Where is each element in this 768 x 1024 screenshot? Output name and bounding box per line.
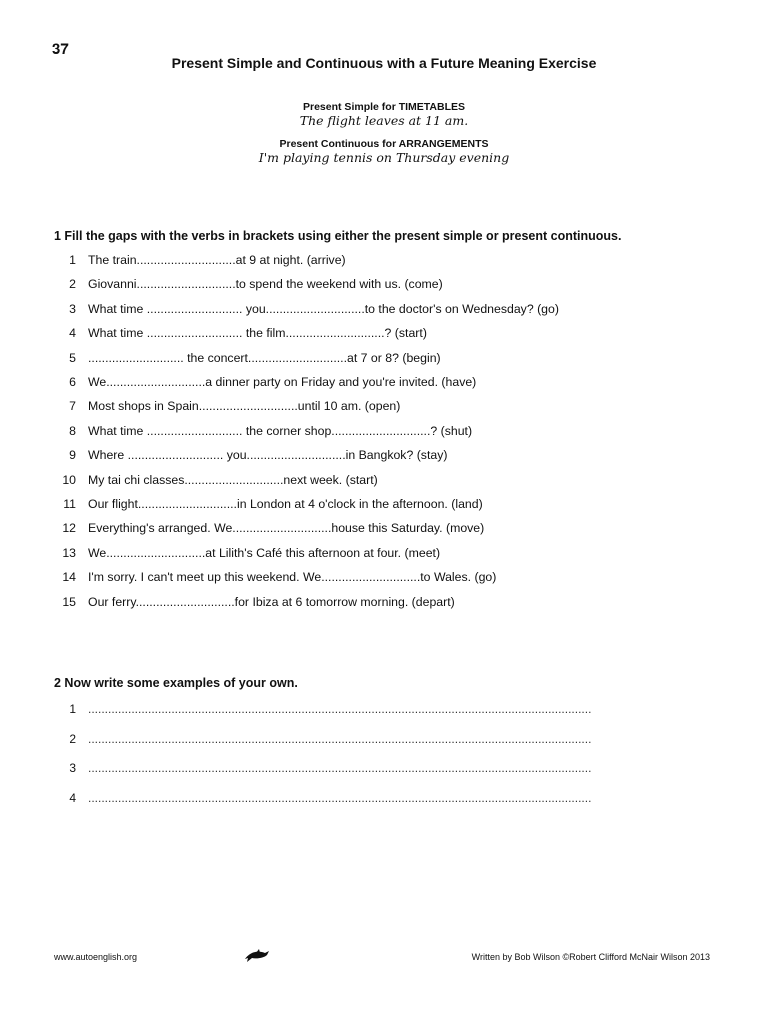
question-row — [54, 372, 476, 392]
question-row — [54, 518, 484, 538]
section1-heading: 1 Fill the gaps with the verbs in brackets using either the present simple or present continuous. — [54, 229, 622, 243]
question-text: Our flight.............................in London at 4 o'clock in the afternoon. (land) — [88, 497, 483, 511]
question-row — [54, 274, 443, 294]
question-row — [54, 396, 400, 416]
question-row — [54, 543, 440, 563]
question-row — [54, 348, 441, 368]
question-number: 14 — [62, 570, 76, 585]
question-text: We.............................a dinner party on Friday and you're invited. (have) — [88, 375, 477, 389]
question-text: What time ............................ the film.............................? (start) — [88, 326, 427, 341]
question-number: 15 — [62, 594, 76, 609]
rule-example: The flight leaves at 11 am. — [299, 113, 469, 128]
answer-line[interactable] — [54, 789, 633, 807]
question-number: 7 — [69, 399, 76, 414]
question-row — [54, 470, 378, 490]
footer-website: www.autoenglish.org — [54, 952, 138, 962]
question-text: ............................ the concert.............................at 7 or 8? (begin) — [88, 350, 441, 365]
question-row — [54, 445, 447, 465]
question-text: We.............................at Lilith's Café this afternoon at four. (meet) — [88, 545, 441, 560]
question-text: Most shops in Spain.............................until 10 am. (open) — [88, 399, 401, 414]
question-row — [54, 323, 427, 343]
question-number: 10 — [62, 472, 76, 487]
answer-number: 4 — [69, 790, 76, 805]
rule-timetables — [0, 101, 768, 128]
answer-dots[interactable]: ....................................................................................................................................................... — [88, 731, 592, 746]
dolphin-icon — [244, 948, 270, 969]
question-number: 4 — [69, 326, 76, 341]
question-text: Where ............................ you.............................in Bangkok? (stay) — [88, 448, 448, 463]
question-text: Giovanni.............................to spend the weekend with us. (come) — [88, 277, 443, 292]
question-row — [54, 592, 455, 612]
answer-dots[interactable]: ....................................................................................................................................................... — [88, 761, 592, 775]
question-row — [54, 299, 559, 319]
answer-line[interactable] — [54, 730, 633, 748]
question-number: 11 — [63, 497, 76, 511]
question-number: 12 — [62, 521, 76, 536]
question-text: I'm sorry. I can't meet up this weekend. We.............................to Wales. (go) — [88, 570, 497, 585]
question-row — [54, 421, 472, 441]
section2-heading: 2 Now write some examples of your own. — [54, 676, 298, 690]
answer-dots[interactable]: ....................................................................................................................................................... — [88, 702, 592, 716]
question-row — [54, 250, 346, 270]
question-number: 13 — [62, 545, 76, 560]
answer-dots[interactable]: ....................................................................................................................................................... — [88, 790, 592, 805]
question-number: 8 — [69, 423, 76, 438]
rule-example: I'm playing tennis on Thursday evening — [258, 150, 510, 165]
answer-number: 2 — [69, 731, 76, 746]
answer-line[interactable] — [54, 759, 633, 777]
rule-label: Present Simple for TIMETABLES — [303, 101, 465, 113]
question-text: The train.............................at 9 at night. (arrive) — [88, 253, 346, 267]
question-text: What time ............................ the corner shop.............................? (shut) — [88, 423, 473, 438]
question-text: Our ferry.............................for Ibiza at 6 tomorrow morning. (depart) — [88, 594, 455, 609]
question-number: 2 — [69, 277, 76, 292]
question-text: My tai chi classes.............................next week. (start) — [88, 472, 378, 487]
question-number: 1 — [69, 253, 76, 267]
question-number: 9 — [69, 448, 76, 463]
rule-arrangements — [0, 138, 768, 165]
page-title: Present Simple and Continuous with a Future Meaning Exercise — [171, 55, 597, 71]
answer-number: 3 — [69, 761, 76, 775]
answer-line[interactable] — [54, 700, 633, 718]
footer-credit: Written by Bob Wilson ©Robert Clifford McNair Wilson 2013 — [471, 952, 710, 962]
question-row — [54, 567, 496, 587]
logo-mark: 𝟑𝟕 — [52, 40, 69, 58]
question-number: 5 — [69, 350, 76, 365]
question-text: What time ............................ you.............................to the doctor's on Wednesday? (go) — [88, 301, 559, 316]
rule-label: Present Continuous for ARRANGEMENTS — [279, 138, 489, 150]
question-text: Everything's arranged. We.............................house this Saturday. (move) — [88, 521, 485, 536]
question-number: 3 — [69, 301, 76, 316]
question-row — [54, 494, 483, 514]
question-number: 6 — [69, 375, 76, 389]
answer-number: 1 — [69, 702, 76, 716]
